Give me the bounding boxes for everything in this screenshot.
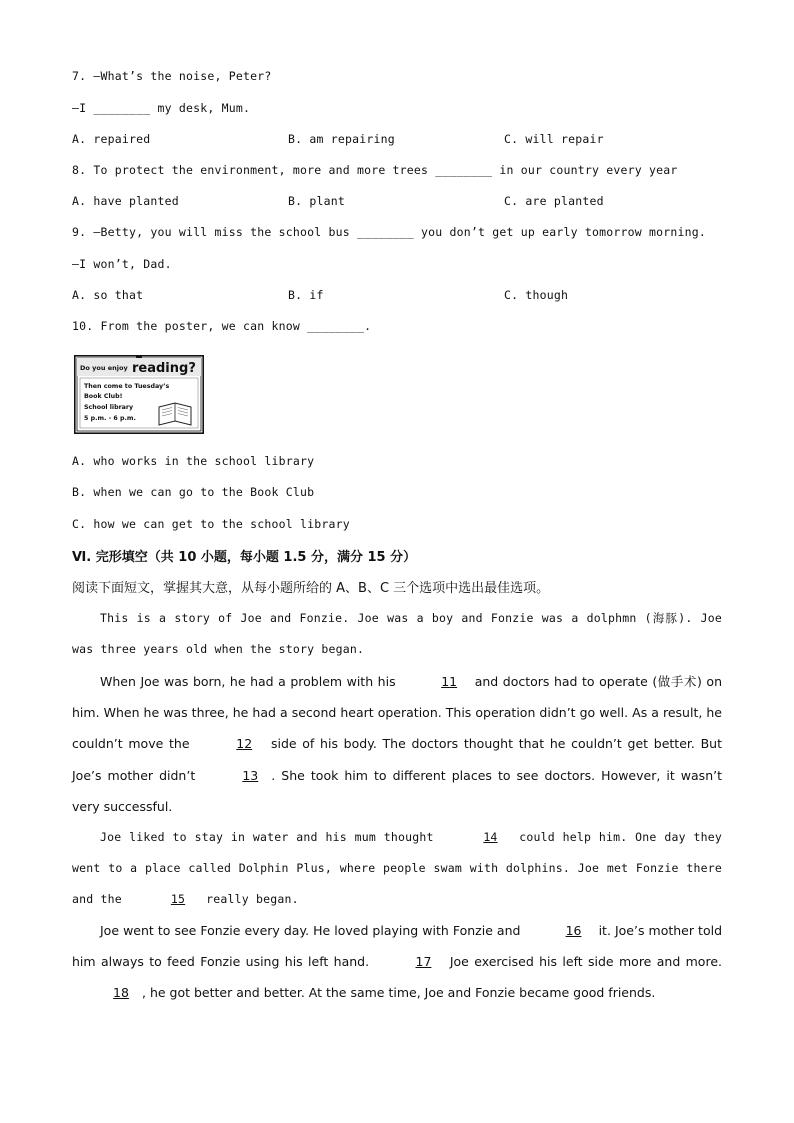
poster-reading-text: reading? [132,361,196,376]
p3-text-c: really began. [199,892,299,907]
p4-text-c: Joe exercised his left side more and more. [444,954,722,970]
poster-line-4: 5 p.m. - 6 p.m. [84,415,136,422]
blank-12: 12 [236,736,253,752]
blank-14: 14 [483,830,498,844]
q10-option-c: C. how we can get to the school library [72,517,350,531]
blank-18: 18 [113,985,129,1001]
q8-stem: 8. To protect the environment, more and more trees ________ in our country every year [72,163,678,177]
p2-text-e: . She took him to different places to see doctors. However, it wasn’t very successful. [72,767,722,814]
q10-stem: 10. From the poster, we can know ________. [72,319,372,333]
q7-line2: —I ________ my desk, Mum. [72,101,251,115]
passage-paragraph-4 [72,915,722,1009]
q7-option-b: B. am repairing [288,132,395,146]
blank-11: 11 [441,674,458,689]
q9-stem: 9. —Betty, you will miss the school bus ________ you don’t get up early tomorrow morning. [72,225,706,239]
blank-15: 15 [170,892,186,907]
q8-option-a: A. have planted [72,194,179,208]
q9-option-b: B. if [288,288,324,302]
p4-text-a: Joe went to see Fonzie every day. He loved playing with Fonzie and [100,923,525,938]
poster-graphic [74,355,204,434]
p4-text-b: it. Joe’s mother told him always to feed Fonzie using his left hand. [72,923,723,970]
section-instruction: 阅读下面短文，掌握其大意，从每小题所给的 A、B、C 三个选项中选出最佳选项。 [72,581,550,596]
poster-enjoy-text: Do you enjoy [80,364,128,372]
q10-option-b: B. when we can go to the Book Club [72,485,315,499]
p3-text-a: Joe liked to stay in water and his mum thought [100,830,442,844]
q10-option-a: A. who works in the school library [72,454,315,468]
poster-line-1: Then come to Tuesday’s [84,383,170,390]
blank-16: 16 [565,923,582,938]
p4-text-d: , he got better and better. At the same time, Joe and Fonzie became good friends. [142,985,656,1001]
q7-option-c: C. will repair [504,132,604,146]
q9-option-c: C. though [504,288,569,302]
blank-17: 17 [415,954,432,970]
poster-line-2: Book Club! [84,393,123,400]
passage-paragraph-1: This is a story of Joe and Fonzie. Joe was a boy and Fonzie was a dolphmn (海豚). Joe was three years old when the story began. [72,611,722,657]
q8-option-c: C. are planted [504,194,604,208]
poster-line-3: School library [84,404,134,411]
p2-text-c: and doctors had to operate (做手术) on him. When he was three, he had a second heart operation. This operation didn’t go well. As a result, he couldn’t move the [72,674,722,752]
q9-line2: —I won’t, Dad. [72,257,172,271]
section-heading: Ⅵ. 完形填空（共 10 小题，每小题 1.5 分，满分 15 分） [72,550,417,565]
book-club-poster [74,355,204,434]
p2-text-d: side of his body. The doctors thought that he couldn’t get better. But Joe’s mother didn’t [72,736,722,783]
passage-paragraph-2 [72,666,722,822]
p3-text-b: could help him. One day they went to a place called Dolphin Plus, where people swam with dolphins. Joe met Fonzie there and the [72,830,722,907]
q8-option-b: B. plant [288,194,345,208]
q9-option-a: A. so that [72,288,144,302]
passage-paragraph-3 [72,822,722,916]
q7-stem: 7. —What’s the noise, Peter? [72,69,272,83]
blank-13: 13 [242,767,259,783]
p2-text-a: When Joe was born, he had a problem with his [100,674,401,689]
q7-option-a: A. repaired [72,132,151,146]
